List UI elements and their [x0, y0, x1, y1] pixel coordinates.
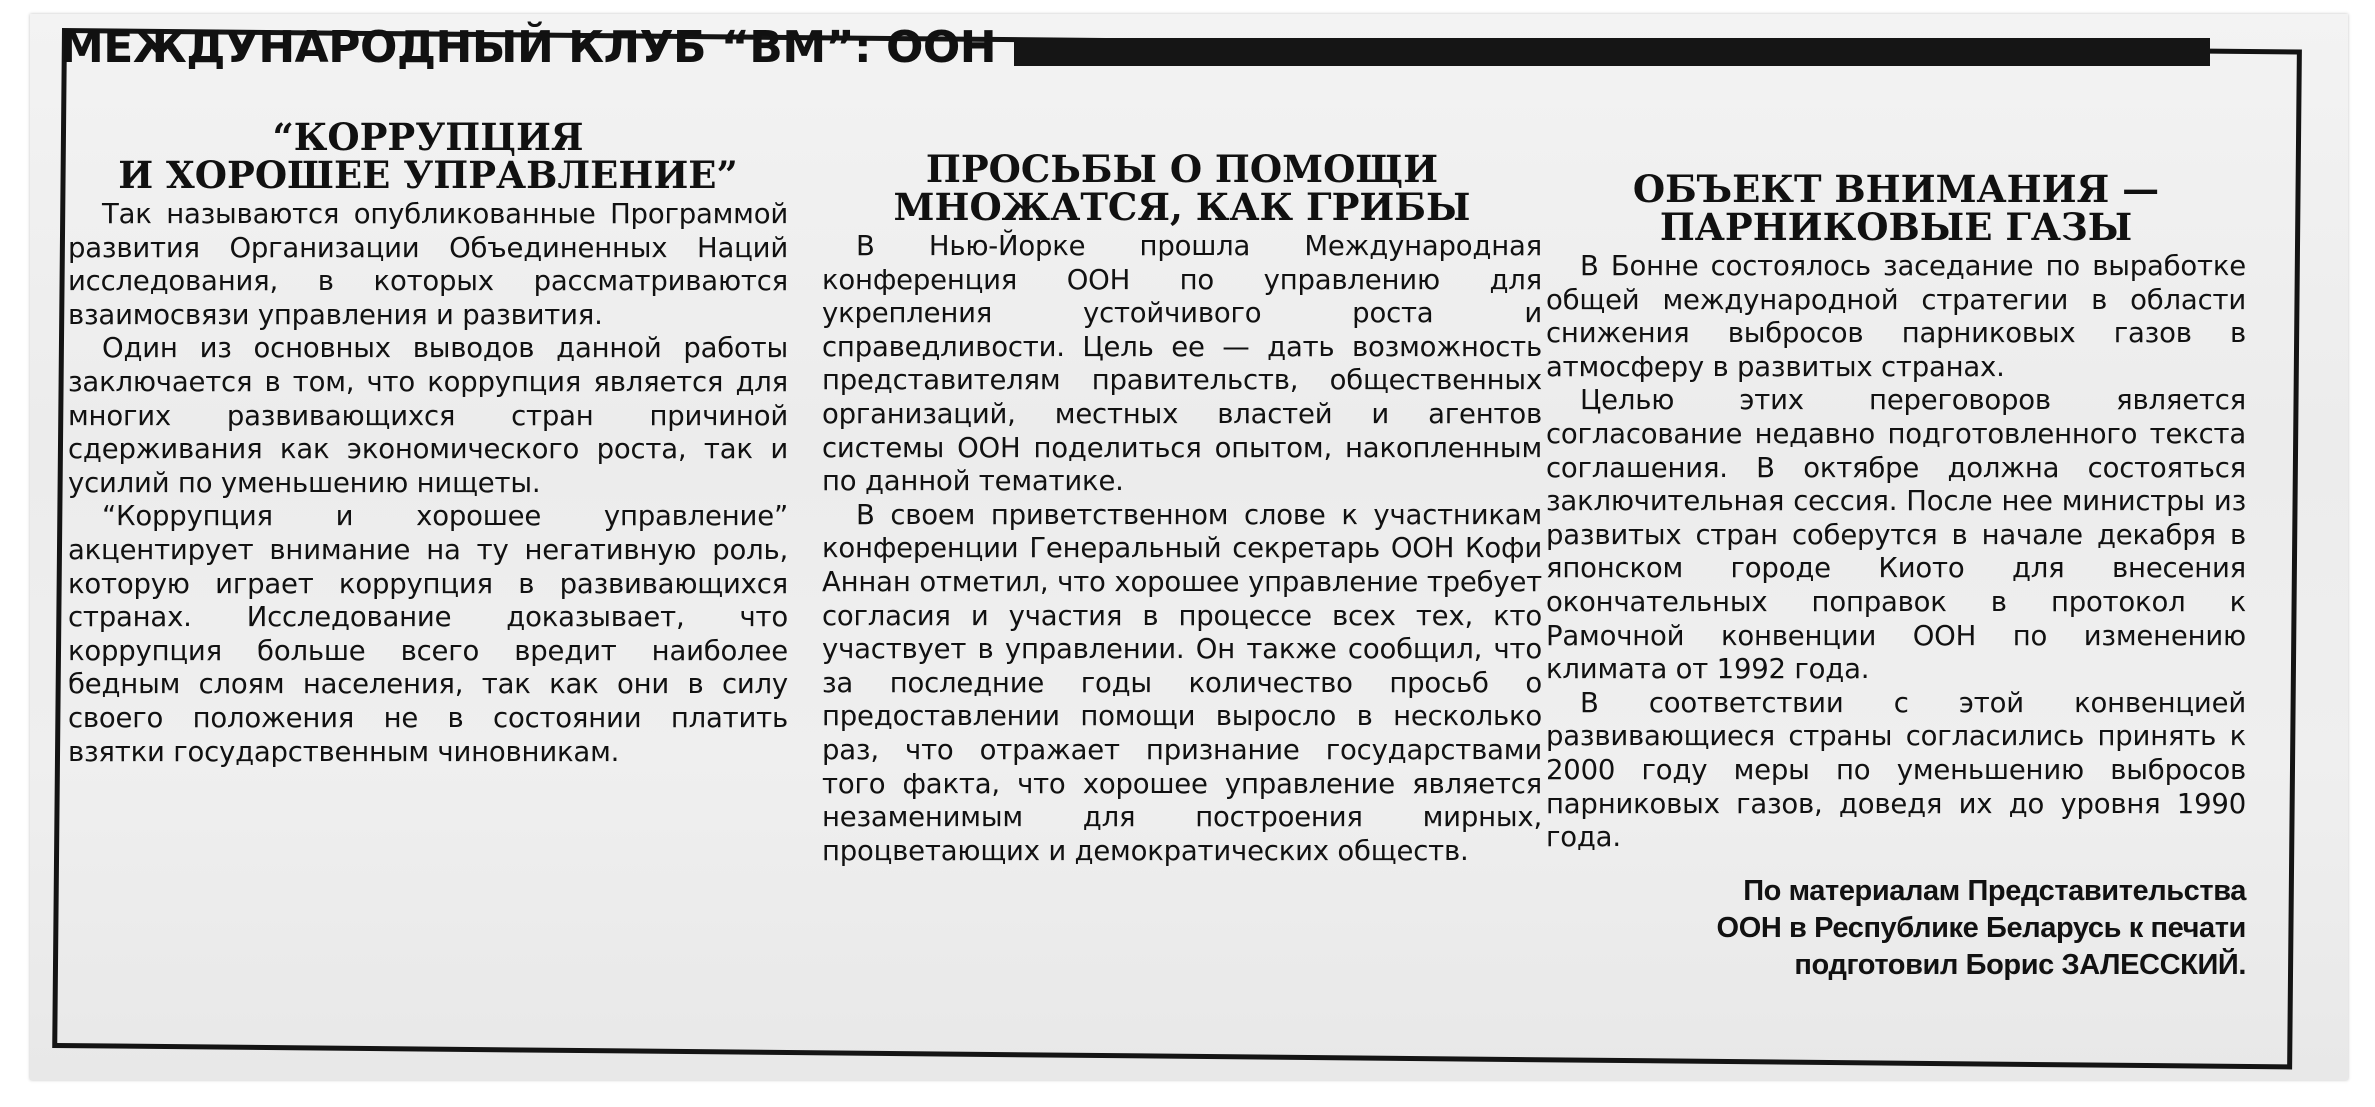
article-paragraph: Один из основных выводов данной работы заключается в том, что коррупция является для многих развивающихся стран причиной сдерживания как экономического роста, так и усилий по уменьшению нищеты.: [68, 332, 788, 499]
article-body: [1546, 250, 2246, 855]
credit-line: подготовил Борис ЗАЛЕССКИЙ.: [1794, 948, 2246, 981]
article-headline: “КОРРУПЦИЯ И ХОРОШЕЕ УПРАВЛЕНИЕ”: [118, 115, 738, 197]
article-body: [68, 198, 788, 769]
article-greenhouse: [1546, 167, 2246, 984]
article-requests: [822, 147, 1542, 868]
article-paragraph: Так называются опубликованные Программой развития Организации Объединенных Наций исследования, в которых рассматриваются взаимосвязи управления и развития.: [68, 198, 788, 331]
article-headline: ПРОСЬБЫ О ПОМОЩИ МНОЖАТСЯ, КАК ГРИБЫ: [893, 147, 1471, 229]
section-header: [60, 22, 2210, 73]
section-title: МЕЖДУНАРОДНЫЙ КЛУБ “ВМ”: ООН: [60, 22, 997, 73]
article-paragraph: В соответствии с этой конвенцией развивающиеся страны согласились принять к 2000 году меры по уменьшению выбросов парниковых газов, доведя их до уровня 1990 года.: [1546, 686, 2246, 854]
article-headline: ОБЪЕКТ ВНИМАНИЯ — ПАРНИКОВЫЕ ГАЗЫ: [1632, 167, 2160, 249]
article-paragraph: В своем приветственном слове к участникам конференции Генеральный секретарь ООН Кофи Аннан отметил, что хорошее управление требует согласия и участия в процессе всех тех, кто участвует в управлении. Он также сообщил, что за последние годы количество просьб о предоставлении помощи выросло в несколько раз, что отражает признание государствами того факта, что хорошее управление является незаменимым для построения мирных, процветающих и демократических обществ.: [822, 498, 1542, 867]
credit-line: ООН в Республике Беларусь к печати: [1716, 911, 2246, 944]
article-body: [822, 230, 1542, 868]
header-rule: [1014, 38, 2210, 66]
article-paragraph: В Нью-Йорке прошла Международная конференция ООН по управлению для укрепления устойчивого роста и справедливости. Цель ее — дать возможность представителям правительств, общественных организаций, местных властей и агентов системы ООН поделиться опытом, накопленным по данной тематике.: [822, 230, 1542, 498]
article-paragraph: В Бонне состоялось заседание по выработке общей международной стратегии в области снижения выбросов парниковых газов в атмосферу в развитых странах.: [1546, 250, 2246, 383]
article-corruption: [68, 115, 788, 769]
author-credit: [1546, 873, 2246, 984]
article-paragraph: “Коррупция и хорошее управление” акцентирует внимание на ту негативную роль, которую играет коррупция в развивающихся странах. Исследование доказывает, что коррупция больше всего вредит наиболее бедным слоям населения, так как они в силу своего положения не в состоянии платить взятки государственным чиновникам.: [68, 500, 788, 768]
credit-line: По материалам Представительства: [1743, 874, 2246, 907]
article-paragraph: Целью этих переговоров является согласование недавно подготовленного текста соглашения. В октябре должна состояться заключительная сессия. После нее министры из развитых стран соберутся в начале декабря в японском городе Киото для внесения окончательных поправок в протокол к Рамочной конвенции ООН по изменению климата от 1992 года.: [1546, 384, 2246, 686]
